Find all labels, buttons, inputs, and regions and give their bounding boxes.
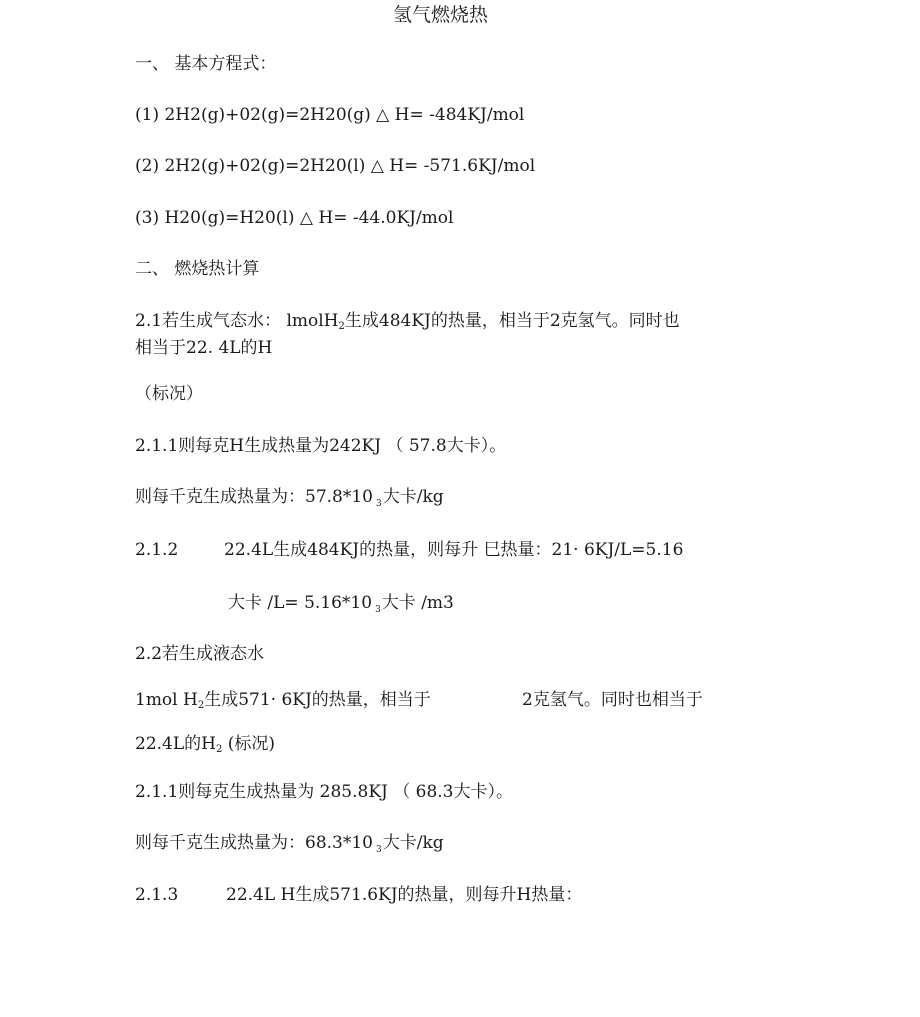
equation-1: (1) 2H2(g)+02(g)=2H20(g) △ H= -484KJ/mol [135,105,525,125]
paragraph-2-2-line-2 [135,736,275,755]
text-segment: 生成484KJ的热量，相当于2克氢气。同时也 [344,311,680,331]
text-segment: 生成571· 6KJ的热量，相当于 [204,690,431,710]
paragraph-2-1-line-2: 相当于22. 4L的H [135,338,273,358]
equation-2: (2) 2H2(g)+02(g)=2H20(l) △ H= -571.6KJ/mol [135,156,536,176]
text-segment: 则每千克生成热量为：68.3*10 [135,833,373,853]
paragraph-2-2-line-1 [135,692,431,711]
text-segment: 大卡 /m3 [381,593,454,613]
exponent: 3 [375,499,382,509]
section-heading-calculation: 二、 燃烧热计算 [135,259,260,279]
subscript: 2 [215,744,223,755]
exponent: 3 [375,845,382,855]
subscript: 2 [197,700,205,711]
text-segment: 2.1若生成气态水： lmolH [135,311,339,331]
text-segment: 22.4L的H [135,734,216,754]
exponent: 3 [375,605,381,615]
paragraph-2-1-3-number: 2.1.3 [135,885,179,905]
paragraph-2-1-line-3: （标况） [135,384,203,404]
paragraph-2-2-1: 2.1.1则每克生成热量为 285.8KJ （ 68.3大卡）。 [135,782,514,802]
paragraph-2-2-1-per-kg [135,835,444,855]
paragraph-2-1-2-number: 2.1.2 [135,540,179,560]
paragraph-2-2: 2.2若生成液态水 [135,644,265,664]
text-segment: 则每千克生成热量为：57.8*10 [135,487,373,507]
paragraph-2-1-2-text: 22.4L生成484KJ的热量，则每升 巳热量：21· 6KJ/L=5.16 [224,540,684,560]
text-segment: 大卡 /L= 5.16*10 [228,593,373,613]
text-segment: (标况) [222,734,276,754]
text-segment: 1mol H [135,690,198,710]
paragraph-2-1-3-text: 22.4L H生成571.6KJ的热量，则每升H热量： [226,885,583,905]
subscript: 2 [338,321,345,332]
text-segment: 大卡/kg [382,833,444,853]
equation-3: (3) H20(g)=H20(l) △ H= -44.0KJ/mol [135,208,454,228]
paragraph-2-1-2-line-2 [228,595,454,615]
paragraph-2-2-line-1-tail: 2克氢气。同时也相当于 [522,690,703,710]
section-heading-equations: 一、 基本方程式： [135,54,277,74]
text-segment: 大卡/kg [382,487,444,507]
page-title: 氢气燃烧热 [393,4,489,26]
paragraph-2-1-1-per-kg [135,489,444,509]
paragraph-2-1-line-1 [135,313,680,332]
paragraph-2-1-1: 2.1.1则每克H生成热量为242KJ （ 57.8大卡）。 [135,436,507,456]
